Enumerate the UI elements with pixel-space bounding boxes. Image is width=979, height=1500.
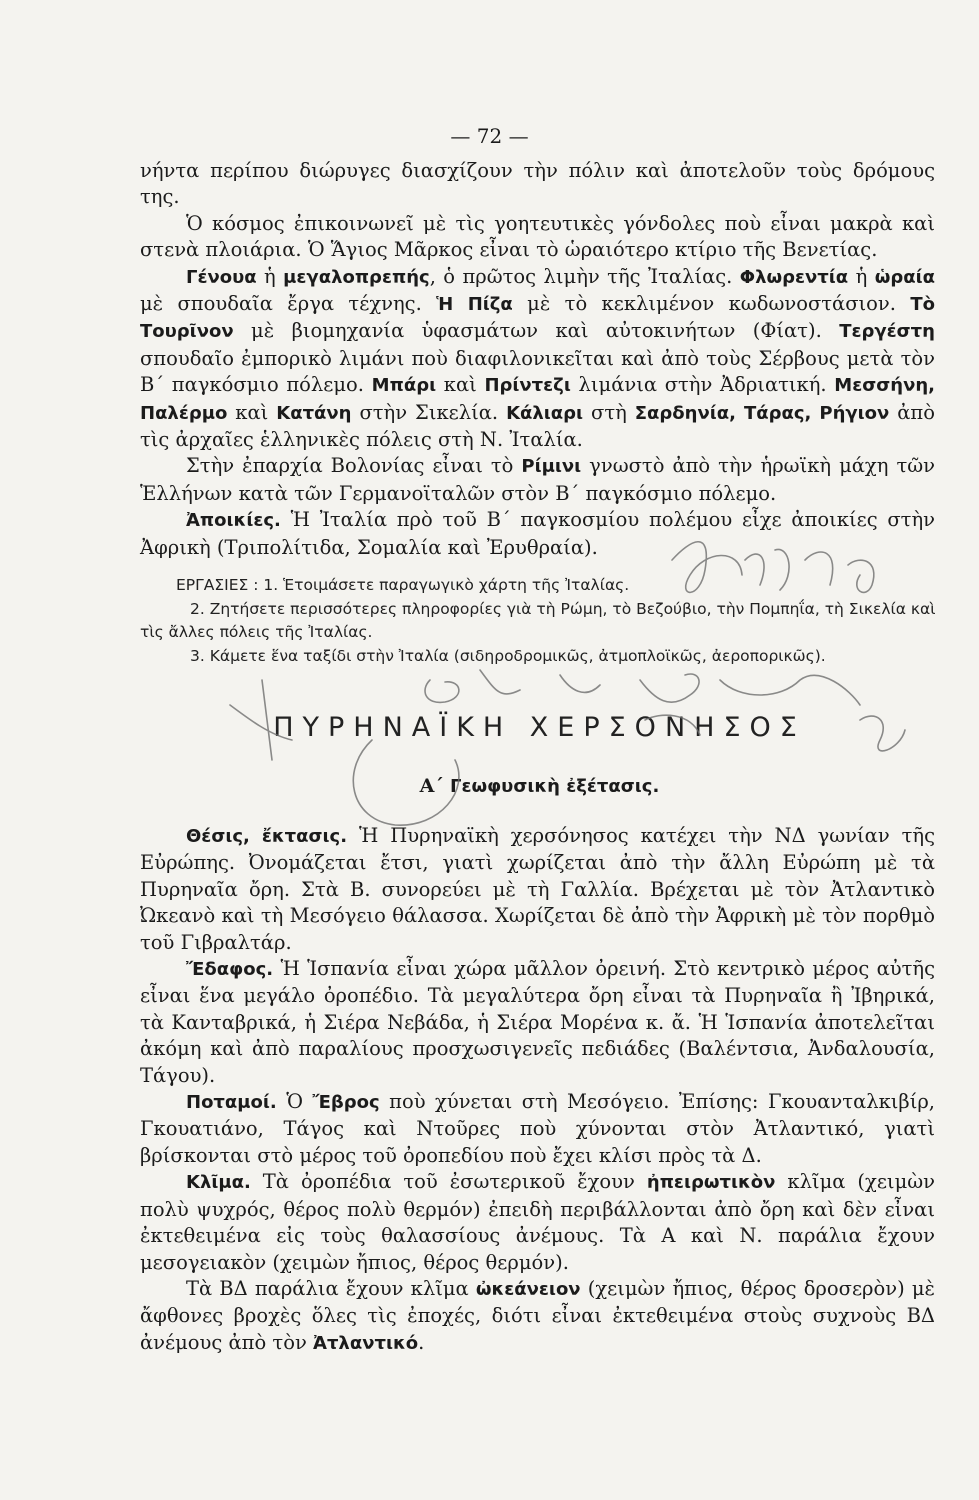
section-number: Α΄ <box>419 775 444 797</box>
term-megaloprepis: μεγαλοπρεπής <box>283 266 430 288</box>
term-apoikies: Ἀποικίες. <box>186 510 281 532</box>
term-rimini: Ρίμινι <box>521 456 582 478</box>
paragraph-klima: Κλῖμα. Τὰ ὀροπέδια τοῦ ἐσωτερικοῦ ἔχουν ἠπειρωτικὸν κλῖμα (χειμὼν πολὺ ψυχρός, θέρος πολὺ θερμόν) ἐπειδὴ περιβάλλονται ἀπὸ ὄρη καὶ δὲν εἶναι ἐκτεθειμένα εἰς τοὺς θαλασσίους ἀνέμους. Τὰ Α καὶ Ν. παράλια ἔχουν μεσογειακὸν (χειμὼν ἤπιος, θέρος θερμόν). <box>140 1170 936 1274</box>
term-brindisi: Πρίντεζι <box>484 375 571 397</box>
paragraph-venice: Ὁ κόσμος ἐπικοινωνεῖ μὲ τὶς γοητευτικὲς γόνδολες ποὺ εἶναι μακρὰ καὶ στενὰ πλοιάρια. Ὁ Ἅγιος Μᾶρκος εἶναι τὸ ὡραιότερο κτίριο τῆς Βενετίας. <box>140 211 935 262</box>
paragraph-cities: Γένουα ἡ μεγαλοπρεπής, ὁ πρῶτος λιμὴν τῆς Ἰταλίας. Φλωρεντία ἡ ὡραία μὲ σπουδαῖα ἔργα τέχνης. Ἡ Πίζα μὲ τὸ κεκλιμένον κωδωνοστάσιον. Τὸ Τουρῖνον μὲ βιομηχανία ὑφασμάτων καὶ αὐτοκινήτων (Φίατ). Τεργέστη σπουδαῖο ἐμπορικὸ λιμάνι ποὺ διαφιλονικεῖται καὶ ἀπὸ τοὺς Σέρβους μετὰ τὸν Β΄ παγκόσμιο πόλεμο. Μπάρι καὶ Πρίντεζι λιμάνια στὴν Ἀδριατική. Μεσσήνη, Παλέρμο καὶ Κατάνη στὴν Σικελία. Κάλιαρι στὴ Σαρδηνία, Τάρας, Ρήγιον ἀπὸ τὶς ἀρχαῖες ἑλληνικὲς πόλεις στὴ Ν. Ἰταλία. <box>140 264 935 452</box>
section-title: Γεωφυσικὴ ἐξέτασις. <box>449 776 660 797</box>
iberia-text-block <box>140 823 935 1357</box>
label-klima: Κλῖμα. <box>186 1172 251 1194</box>
paragraph-northwest: Τὰ ΒΔ παράλια ἔχουν κλῖμα ὠκεάνειον (χειμὼν ἤπιος, θέρος δροσερὸν) μὲ ἄφθονες βροχὲς ὅλες τὶς ἐποχές, διότι εἶναι ἐκτεθειμένα στοὺς συχνοὺς ΒΔ ἀνέμους ἀπὸ τὸν Ἀτλαντικό. <box>140 1276 935 1354</box>
scribble-7 <box>720 675 860 705</box>
task-2: 2. Ζητήσετε περισσότερες πληροφορίες γιὰ τὴ Ρώμη, τὸ Βεζούβιο, τὴν Πομπηΐα, τὴ Σικελία καὶ τὶς ἄλλες πόλεις τῆς Ἰταλίας. <box>140 599 936 641</box>
term-messini: Μεσσήνη, Παλέρμο <box>140 375 935 424</box>
paragraph-edafos: Ἔδαφος. Ἡ Ἱσπανία εἶναι χώρα μᾶλλον ὀρεινή. Στὸ κεντρικὸ μέρος αὐτῆς εἶναι ἕνα μεγάλο ὀροπέδιο. Τὰ μεγαλύτερα ὄρη εἶναι τὰ Πυρηναῖα ἢ Ἰβηρικά, τὰ Κανταβρικά, ἡ Σιέρα Νεβάδα, ἡ Σιέρα Μορένα κ. ἄ. Ἡ Ἱσπανία ἀποτελεῖται ἀκόμη καὶ ἀπὸ παραλίους προσχωσιγενεῖς πεδιάδες (Βαλέντσια, Ἀνδαλουσία, Τάγου). <box>140 957 935 1087</box>
task-3: 3. Κάμετε ἕνα ταξίδι στὴν Ἰταλία (σιδηροδρομικῶς, ἀτμοπλοϊκῶς, ἀεροπορικῶς). <box>190 646 826 665</box>
tasks-block <box>140 574 940 668</box>
paragraph-thesis: Θέσις, ἔκτασις. Ἡ Πυρηναϊκὴ χερσόνησος κατέχει τὴν ΝΔ γωνίαν τῆς Εὐρώπης. Ὀνομάζεται ἔτσι, γιατὶ χωρίζεται ἀπὸ τὴν ἄλλη Εὐρώπη μὲ τὰ Πυρηναῖα ὄρη. Στὰ Β. συνορεύει μὲ τὴ Γαλλία. Βρέχεται μὲ τὸν Ἀτλαντικὸ Ὠκεανὸ καὶ τὴ Μεσόγειο θάλασσα. Χωρίζεται δὲ ἀπὸ τὴν Ἀφρικὴ μὲ τὸν πορθμὸ τοῦ Γιβραλτάρ. <box>140 824 935 954</box>
label-potamoi: Ποταμοί. <box>186 1092 277 1114</box>
chapter-title: ΠΥΡΗΝΑΪΚΗ ΧΕΡΣΟΝΗΣΟΣ <box>273 712 806 743</box>
term-katani: Κατάνη <box>276 402 352 424</box>
term-ipeirotikon: ἠπειρωτικὸν <box>646 1172 776 1194</box>
label-thesis: Θέσις, ἔκτασις. <box>186 826 348 847</box>
scribble-6 <box>640 674 699 702</box>
label-edafos: Ἔδαφος. <box>186 959 274 981</box>
term-genova: Γένουα <box>186 266 257 288</box>
task-1: ΕΡΓΑΣΙΕΣ : 1. Ἑτοιμάσετε παραγωγικὸ χάρτη τῆς Ἰταλίας. <box>176 576 630 594</box>
term-atlantiko: Ἀτλαντικό <box>313 1332 419 1354</box>
term-piza: Ἡ Πίζα <box>436 294 513 316</box>
section-heading <box>0 775 979 797</box>
paragraph-canals: νήντα περίπου διώρυγες διασχίζουν τὴν πόλιν καὶ ἀποτελοῦν τοὺς δρόμους της. <box>140 159 935 209</box>
scribble-4 <box>425 680 459 702</box>
page-number: — 72 — <box>450 124 529 148</box>
paragraph-colonies: Ἀποικίες. Ἡ Ἰταλία πρὸ τοῦ Β΄ παγκοσμίου πολέμου εἶχε ἀποικίες στὴν Ἀφρικὴ (Τριπολίτιδα, Σομαλία καὶ Ἐρυθραία). <box>140 508 935 559</box>
term-tergesti: Τεργέστη <box>839 321 935 343</box>
scribble-5 <box>480 670 600 694</box>
term-okeanion: ὠκεάνειον <box>475 1278 581 1300</box>
italy-text-block <box>140 158 935 561</box>
term-bari: Μπάρι <box>371 375 437 397</box>
paragraph-rimini: Στὴν ἐπαρχία Βολονίας εἶναι τὸ Ρίμινι γνωστὸ ἀπὸ τὴν ἡρωϊκὴ μάχη τῶν Ἑλλήνων κατὰ τῶν Γερμανοϊταλῶν στὸν Β΄ παγκόσμιο πόλεμο. <box>140 454 935 505</box>
term-sardinia: Σαρδηνία, Τάρας, Ρήγιον <box>634 402 890 424</box>
term-tourinon: Τὸ Τουρῖνον <box>140 294 935 343</box>
paragraph-potamoi: Ποταμοί. Ὁ Ἔβρος ποὺ χύνεται στὴ Μεσόγειο. Ἐπίσης: Γκουανταλκιβίρ, Γκουατιάνο, Τάγος καὶ Ντοῦρες ποὺ χύνονται στὸν Ἀτλαντικό, γιατὶ βρίσκονται στὸ μέρος τοῦ ὀροπεδίου ποὺ ἔχει κλίσι πρὸς τὰ Δ. <box>140 1090 936 1167</box>
term-kaliari: Κάλιαρι <box>506 402 584 424</box>
term-oraia: ὡραία <box>874 266 935 288</box>
term-florentia: Φλωρεντία <box>739 266 849 288</box>
term-evros: Ἔβρος <box>312 1092 380 1114</box>
